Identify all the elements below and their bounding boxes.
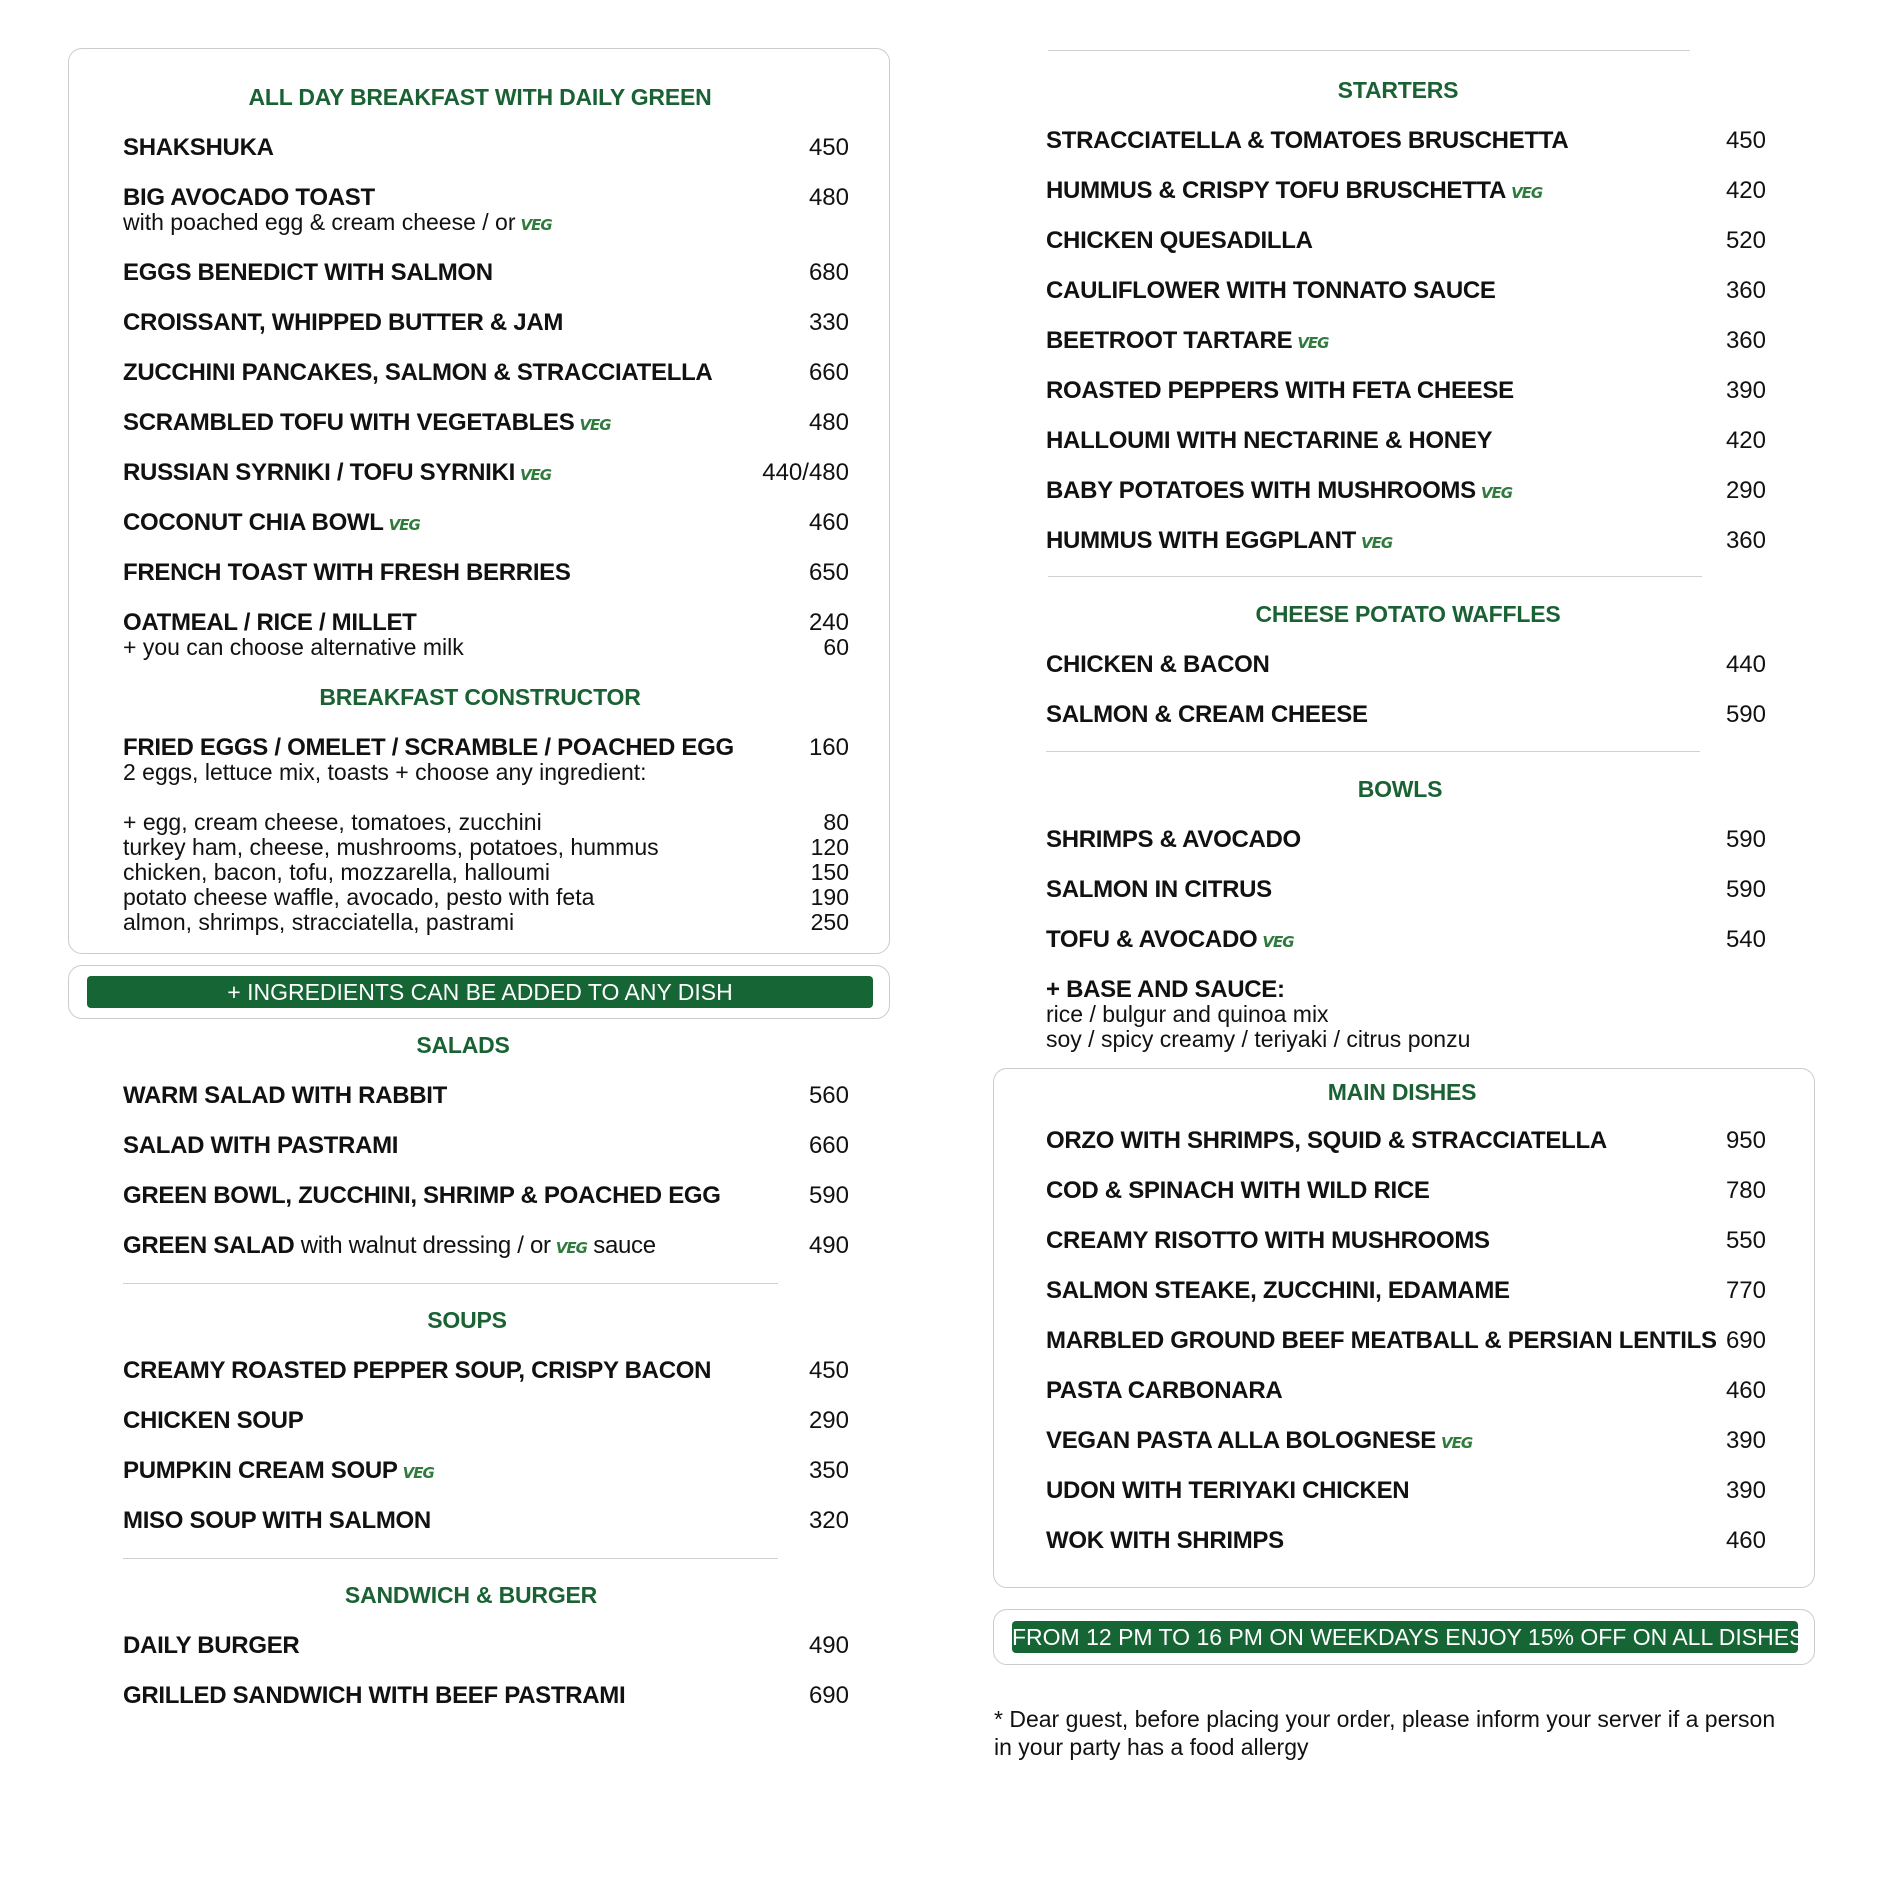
item-name: SCRAMBLED TOFU WITH VEGETABLES VEG: [123, 409, 611, 436]
item-price: 680: [808, 259, 849, 286]
item-price: 450: [808, 134, 849, 161]
bowls-title: BOWLS: [1357, 776, 1443, 802]
item-price: 390: [1725, 1427, 1766, 1454]
item-name: PUMPKIN CREAM SOUP VEG: [123, 1457, 434, 1484]
divider: [1048, 576, 1702, 577]
item-name: SALMON & CREAM CHEESE: [1046, 701, 1368, 728]
veg-icon: VEG: [402, 1464, 434, 1482]
item-name: BIG AVOCADO TOAST: [123, 184, 375, 211]
item-price: 290: [1725, 477, 1766, 504]
veg-icon: VEG: [579, 416, 611, 434]
item-name: TOFU & AVOCADO VEG: [1046, 926, 1294, 953]
sauce-line: soy / spicy creamy / teriyaki / citrus ponzu: [1046, 1026, 1471, 1052]
item-name: SALAD WITH PASTRAMI: [123, 1132, 399, 1159]
item-name: CROISSANT, WHIPPED BUTTER & JAM: [123, 309, 564, 336]
item-name: HUMMUS & CRISPY TOFU BRUSCHETTA VEG: [1046, 177, 1543, 204]
ingredients-banner: + INGREDIENTS CAN BE ADDED TO ANY DISH: [87, 976, 873, 1008]
constructor-title: BREAKFAST CONSTRUCTOR: [319, 684, 641, 710]
item-price: 550: [1725, 1227, 1766, 1254]
item-name: FRIED EGGS / OMELET / SCRAMBLE / POACHED EGG: [123, 734, 734, 761]
item-name: COCONUT CHIA BOWL VEG: [123, 509, 420, 536]
item-name: STRACCIATELLA & TOMATOES BRUSCHETTA: [1046, 127, 1569, 154]
extra-text: + egg, cream cheese, tomatoes, zucchini: [123, 809, 542, 835]
item-price: 160: [808, 734, 849, 761]
item-price: 690: [1725, 1327, 1766, 1354]
divider: [1046, 751, 1700, 752]
veg-icon: VEG: [1441, 1434, 1473, 1452]
extra-text: turkey ham, cheese, mushrooms, potatoes, hummus: [123, 834, 659, 860]
item-price: 480: [808, 184, 849, 211]
item-price: 440: [1725, 651, 1766, 678]
item-price: 320: [808, 1507, 849, 1534]
item-price: 770: [1725, 1277, 1766, 1304]
item-name: GREEN SALAD with walnut dressing / or VEG sauce: [123, 1232, 656, 1259]
item-name: HUMMUS WITH EGGPLANT VEG: [1046, 527, 1393, 554]
item-name: ORZO WITH SHRIMPS, SQUID & STRACCIATELLA: [1046, 1127, 1607, 1154]
item-price: 650: [808, 559, 849, 586]
promo-banner: FROM 12 PM TO 16 PM ON WEEKDAYS ENJOY 15% OFF ON ALL DISHES: [1012, 1621, 1798, 1653]
extra-price: 190: [810, 884, 849, 910]
extra-price: 80: [823, 809, 849, 835]
mains-title: MAIN DISHES: [1327, 1079, 1477, 1105]
item-price: 590: [1725, 826, 1766, 853]
veg-icon: VEG: [1511, 184, 1543, 202]
divider: [123, 1283, 778, 1284]
item-name: WARM SALAD WITH RABBIT: [123, 1082, 448, 1109]
item-name: ZUCCHINI PANCAKES, SALMON & STRACCIATELLA: [123, 359, 713, 386]
item-name: MARBLED GROUND BEEF MEATBALL & PERSIAN LENTILS: [1046, 1327, 1717, 1354]
item-note: + you can choose alternative milk: [123, 634, 464, 660]
item-price: 460: [1725, 1377, 1766, 1404]
allergy-note-line2: in your party has a food allergy: [994, 1734, 1309, 1760]
item-name: RUSSIAN SYRNIKI / TOFU SYRNIKI VEG: [123, 459, 552, 486]
item-price: 440/480: [762, 459, 849, 486]
breakfast-title: ALL DAY BREAKFAST WITH DAILY GREEN: [248, 84, 712, 110]
item-price: 690: [808, 1682, 849, 1709]
item-price: 360: [1725, 327, 1766, 354]
item-price: 360: [1725, 527, 1766, 554]
item-name: HALLOUMI WITH NECTARINE & HONEY: [1046, 427, 1493, 454]
item-name: CREAMY ROASTED PEPPER SOUP, CRISPY BACON: [123, 1357, 712, 1384]
soups-title: SOUPS: [427, 1307, 507, 1333]
item-price: 450: [808, 1357, 849, 1384]
item-price: 290: [808, 1407, 849, 1434]
extra-text: potato cheese waffle, avocado, pesto with feta: [123, 884, 595, 910]
item-price: 590: [1725, 876, 1766, 903]
base-line: rice / bulgur and quinoa mix: [1046, 1001, 1329, 1027]
item-price: 350: [808, 1457, 849, 1484]
item-price: 490: [808, 1632, 849, 1659]
waffles-title: CHEESE POTATO WAFFLES: [1255, 601, 1561, 627]
item-name: UDON WITH TERIYAKI CHICKEN: [1046, 1477, 1410, 1504]
divider: [123, 1558, 778, 1559]
extra-price: 150: [810, 859, 849, 885]
item-price: 660: [808, 1132, 849, 1159]
item-price: 420: [1725, 177, 1766, 204]
item-price: 780: [1725, 1177, 1766, 1204]
item-price: 460: [808, 509, 849, 536]
item-name: SHRIMPS & AVOCADO: [1046, 826, 1301, 853]
item-price: 330: [808, 309, 849, 336]
item-name: FRENCH TOAST WITH FRESH BERRIES: [123, 559, 571, 586]
extra-text: almon, shrimps, stracciatella, pastrami: [123, 909, 515, 935]
item-name: EGGS BENEDICT WITH SALMON: [123, 259, 493, 286]
item-name: CHICKEN QUESADILLA: [1046, 227, 1313, 254]
veg-icon: VEG: [1480, 484, 1513, 502]
item-name: CHICKEN SOUP: [123, 1407, 304, 1434]
item-price: 950: [1725, 1127, 1766, 1154]
veg-icon: VEG: [520, 216, 552, 234]
item-note: 2 eggs, lettuce mix, toasts + choose any ingredient:: [123, 759, 647, 785]
item-name: DAILY BURGER: [123, 1632, 300, 1659]
item-price: 360: [1725, 277, 1766, 304]
base-title: + BASE AND SAUCE:: [1046, 976, 1285, 1003]
veg-icon: VEG: [1360, 534, 1393, 552]
item-name: SHAKSHUKA: [123, 134, 274, 161]
item-note-price: 60: [823, 634, 849, 660]
veg-icon: VEG: [1297, 334, 1329, 352]
item-price: 450: [1725, 127, 1766, 154]
item-price: 390: [1725, 1477, 1766, 1504]
item-name: OATMEAL / RICE / MILLET: [123, 609, 417, 636]
item-name: BEETROOT TARTARE VEG: [1046, 327, 1329, 354]
item-name: ROASTED PEPPERS WITH FETA CHEESE: [1046, 377, 1514, 404]
veg-icon: VEG: [388, 516, 420, 534]
starters-title: STARTERS: [1337, 77, 1459, 103]
item-name: CREAMY RISOTTO WITH MUSHROOMS: [1046, 1227, 1490, 1254]
item-price: 390: [1725, 377, 1766, 404]
item-price: 460: [1725, 1527, 1766, 1554]
extra-price: 250: [810, 909, 849, 935]
veg-icon: VEG: [519, 466, 552, 484]
allergy-note-line1: * Dear guest, before placing your order, please inform your server if a person: [994, 1706, 1776, 1732]
item-name: BABY POTATOES WITH MUSHROOMS VEG: [1046, 477, 1513, 504]
item-price: 590: [808, 1182, 849, 1209]
veg-icon: VEG: [555, 1239, 587, 1257]
item-price: 590: [1725, 701, 1766, 728]
item-note: with poached egg & cream cheese / or VEG: [123, 209, 552, 235]
item-name: GRILLED SANDWICH WITH BEEF PASTRAMI: [123, 1682, 626, 1709]
item-name: SALMON STEAKE, ZUCCHINI, EDAMAME: [1046, 1277, 1510, 1304]
veg-icon: VEG: [1262, 933, 1294, 951]
item-price: 560: [808, 1082, 849, 1109]
salads-title: SALADS: [416, 1032, 510, 1058]
item-name: PASTA CARBONARA: [1046, 1377, 1283, 1404]
item-price: 540: [1725, 926, 1766, 953]
item-name: VEGAN PASTA ALLA BOLOGNESE VEG: [1046, 1427, 1473, 1454]
item-price: 480: [808, 409, 849, 436]
item-price: 490: [808, 1232, 849, 1259]
item-name: SALMON IN CITRUS: [1046, 876, 1272, 903]
item-name: COD & SPINACH WITH WILD RICE: [1046, 1177, 1430, 1204]
extra-text: chicken, bacon, tofu, mozzarella, halloumi: [123, 859, 550, 885]
item-name: CHICKEN & BACON: [1046, 651, 1270, 678]
extra-price: 120: [810, 834, 849, 860]
item-price: 240: [808, 609, 849, 636]
sandwich-title: SANDWICH & BURGER: [344, 1582, 598, 1608]
divider: [1048, 50, 1690, 51]
item-name: WOK WITH SHRIMPS: [1046, 1527, 1284, 1554]
item-price: 420: [1725, 427, 1766, 454]
item-price: 520: [1725, 227, 1766, 254]
item-name: CAULIFLOWER WITH TONNATO SAUCE: [1046, 277, 1496, 304]
item-price: 660: [808, 359, 849, 386]
item-name: MISO SOUP WITH SALMON: [123, 1507, 431, 1534]
item-name: GREEN BOWL, ZUCCHINI, SHRIMP & POACHED EGG: [123, 1182, 721, 1209]
